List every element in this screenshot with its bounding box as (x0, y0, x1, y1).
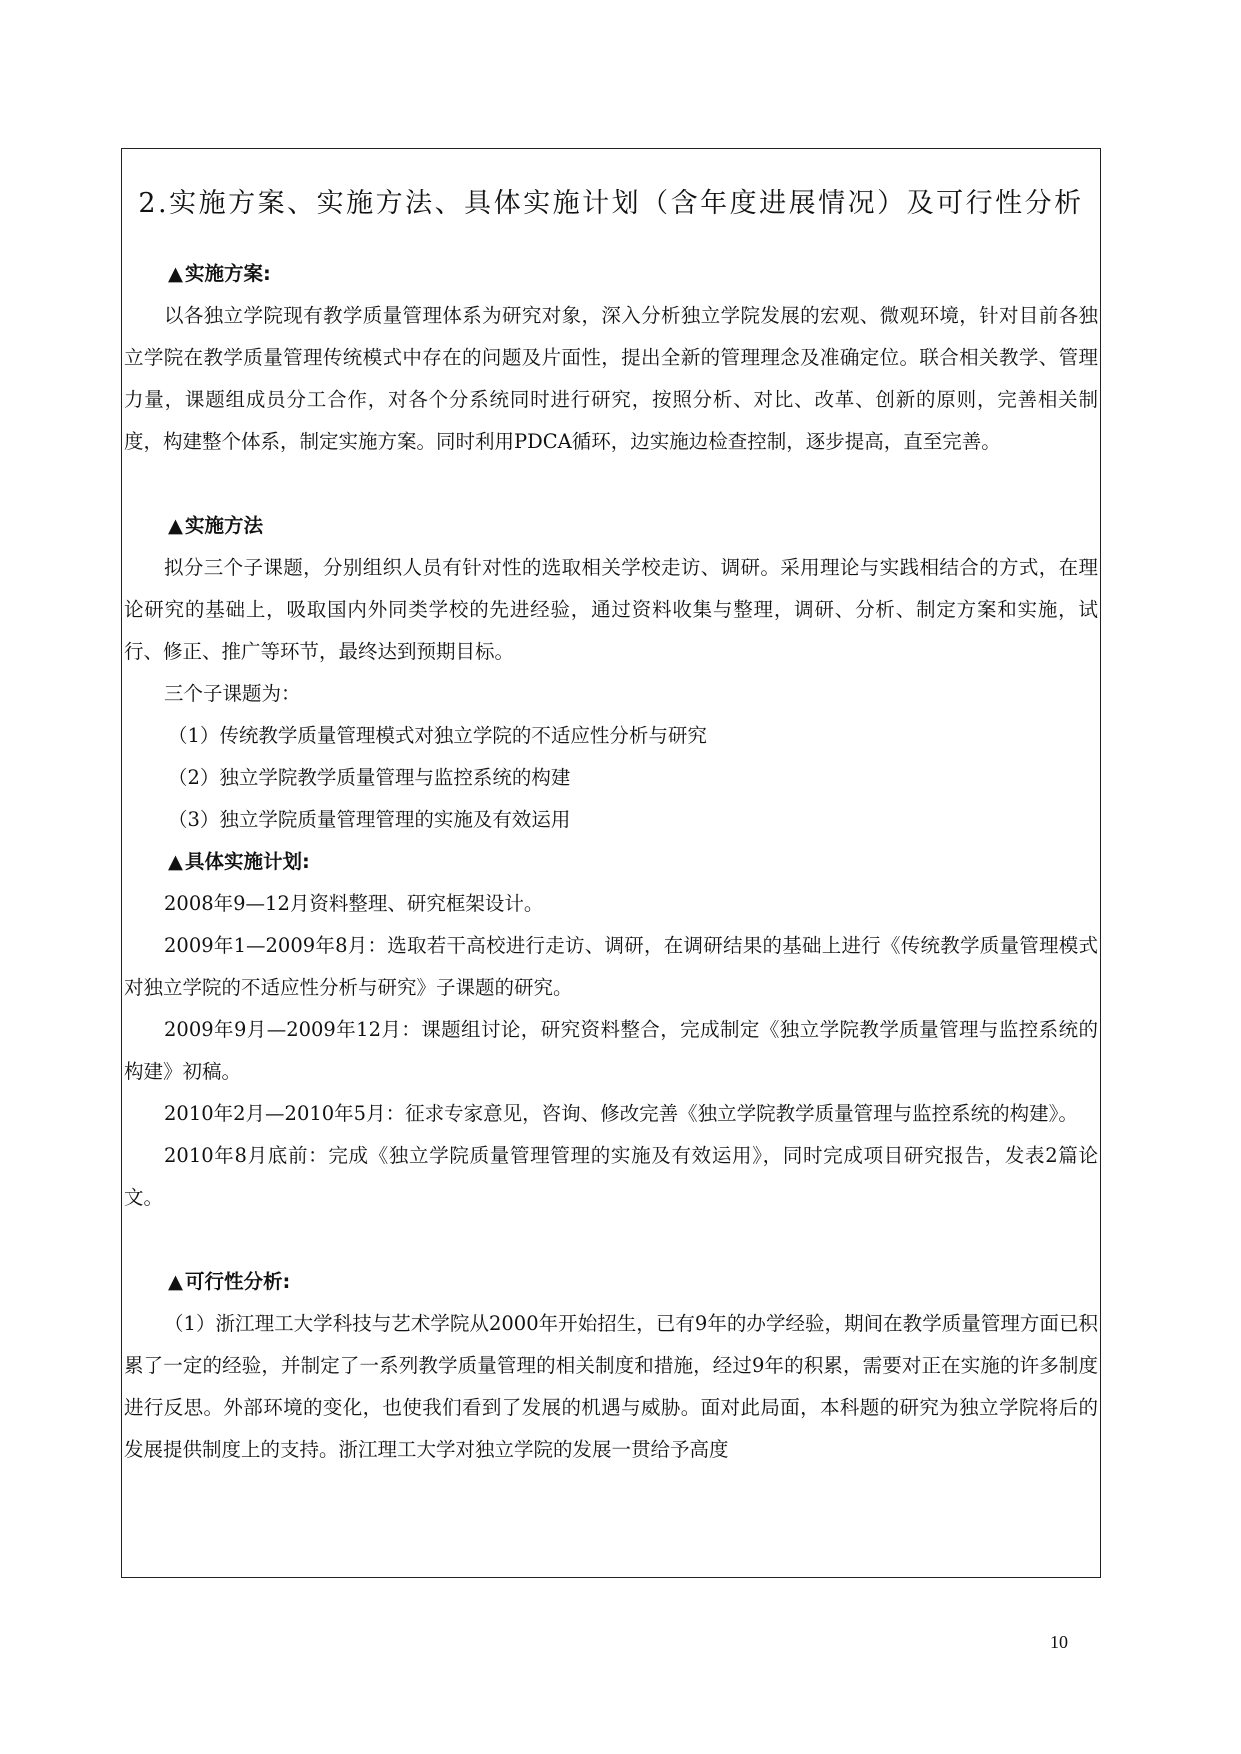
heading-text: 可行性分析: (185, 1270, 291, 1293)
triangle-bullet-icon: ▲ (168, 514, 183, 537)
heading-implementation-plan (124, 253, 1098, 295)
heading-implementation-method (124, 505, 1098, 547)
heading-feasibility (124, 1261, 1098, 1303)
subtopic-item: （2）独立学院教学质量管理与监控系统的构建 (168, 766, 571, 789)
heading-schedule (124, 841, 1098, 883)
form-table-cell (121, 148, 1101, 1578)
schedule-item: 2010年8月底前：完成《独立学院质量管理管理的实施及有效运用》，同时完成项目研究报告，发表2篇论文。 (124, 1144, 1098, 1209)
section-title: 2.实施方案、实施方法、具体实施计划（含年度进展情况）及可行性分析 (138, 188, 1084, 219)
heading-text: 实施方法 (185, 514, 264, 537)
triangle-bullet-icon: ▲ (168, 850, 183, 873)
schedule-item: 2009年1—2009年8月：选取若干高校进行走访、调研，在调研结果的基础上进行《传统教学质量管理模式对独立学院的不适应性分析与研究》子课题的研究。 (124, 934, 1098, 999)
paragraph-implementation-plan: 以各独立学院现有教学质量管理体系为研究对象，深入分析独立学院发展的宏观、微观环境，针对目前各独立学院在教学质量管理传统模式中存在的问题及片面性，提出全新的管理理念及准确定位。联合相关教学、管理力量，课题组成员分工合作，对各个分系统同时进行研究，按照分析、对比、改革、创新的原则，完善相关制度，构建整个体系，制定实施方案。同时利用PDCA循环，边实施边检查控制，逐步提高，直至完善。 (124, 304, 1098, 453)
section-content (122, 253, 1100, 1471)
schedule-item: 2010年2月—2010年5月：征求专家意见，咨询、修改完善《独立学院教学质量管理与监控系统的构建》。 (164, 1102, 1078, 1125)
heading-text: 实施方案: (185, 262, 271, 285)
triangle-bullet-icon: ▲ (168, 262, 183, 285)
subtopic-item: （3）独立学院质量管理管理的实施及有效运用 (168, 808, 571, 831)
paragraph-feasibility: （1）浙江理工大学科技与艺术学院从2000年开始招生，已有9年的办学经验，期间在教学质量管理方面已积累了一定的经验，并制定了一系列教学质量管理的相关制度和措施，经过9年的积累，需要对正在实施的许多制度进行反思。外部环境的变化，也使我们看到了发展的机遇与威胁。面对此局面，本科题的研究为独立学院将后的发展提供制度上的支持。浙江理工大学对独立学院的发展一贯给予高度 (124, 1312, 1098, 1461)
schedule-item: 2008年9—12月资料整理、研究框架设计。 (164, 892, 544, 915)
page-number: 10 (1050, 1632, 1068, 1652)
subtopics-intro: 三个子课题为： (164, 682, 301, 705)
paragraph-implementation-method: 拟分三个子课题，分别组织人员有针对性的选取相关学校走访、调研。采用理论与实践相结合的方式，在理论研究的基础上，吸取国内外同类学校的先进经验，通过资料收集与整理，调研、分析、制定方案和实施，试行、修正、推广等环节，最终达到预期目标。 (124, 556, 1098, 663)
subtopic-item: （1）传统教学质量管理模式对独立学院的不适应性分析与研究 (168, 724, 707, 747)
triangle-bullet-icon: ▲ (168, 1270, 183, 1293)
heading-text: 具体实施计划: (185, 850, 310, 873)
schedule-item: 2009年9月—2009年12月：课题组讨论，研究资料整合，完成制定《独立学院教学质量管理与监控系统的构建》初稿。 (124, 1018, 1098, 1083)
